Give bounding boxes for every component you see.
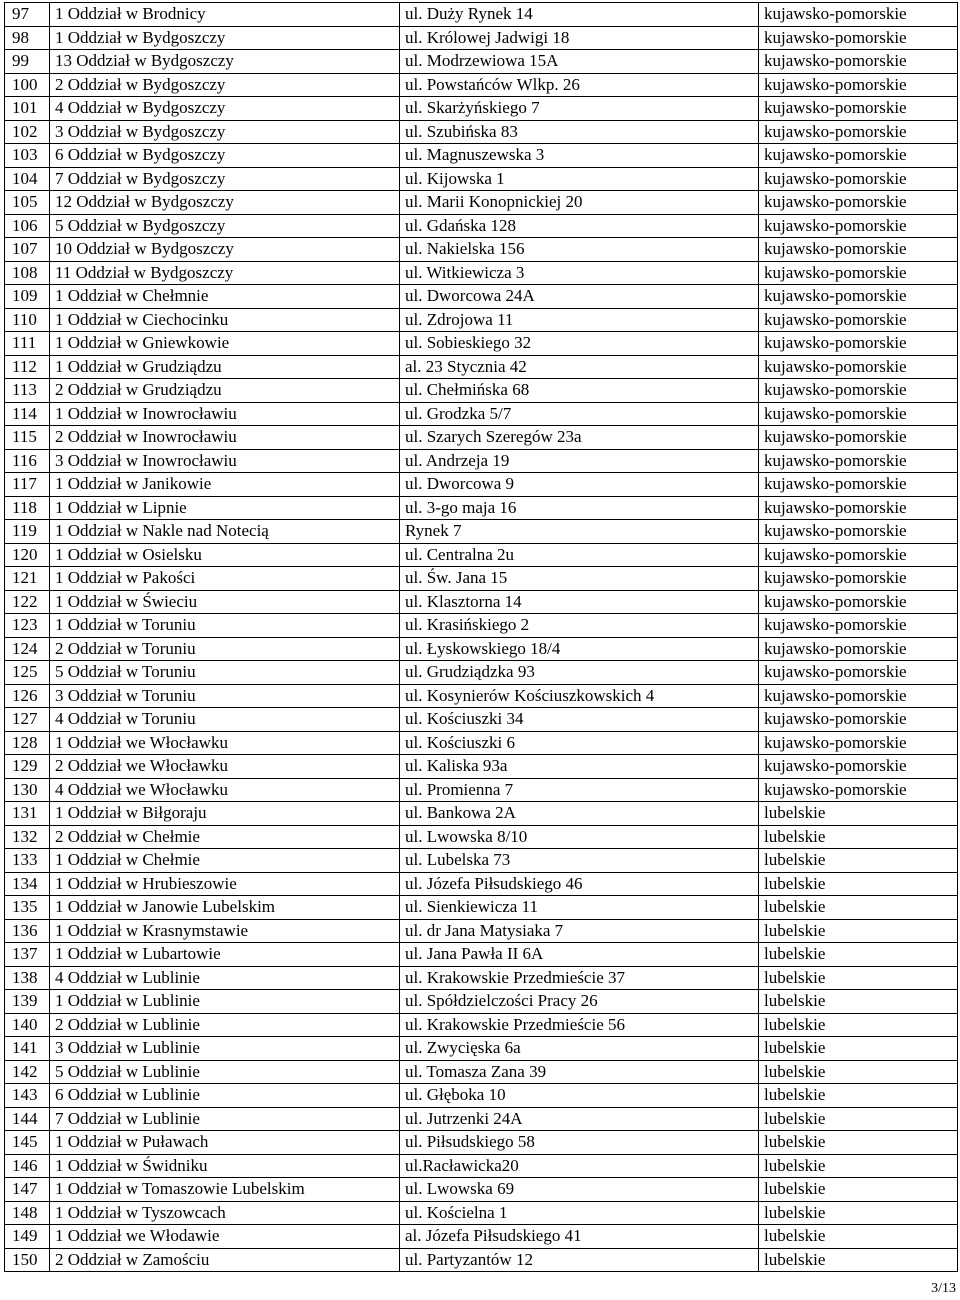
table-row	[5, 1013, 958, 1037]
row-number: 128	[5, 731, 50, 755]
branch-address: ul. Modrzewiowa 15A	[400, 50, 759, 74]
table-row	[5, 285, 958, 309]
row-number: 132	[5, 825, 50, 849]
row-number: 124	[5, 637, 50, 661]
row-number: 127	[5, 708, 50, 732]
branch-name: 1 Oddział w Ciechocinku	[50, 308, 400, 332]
branch-address: ul. Tomasza Zana 39	[400, 1060, 759, 1084]
branch-address: ul. Sienkiewicza 11	[400, 896, 759, 920]
branch-name: 4 Oddział we Włocławku	[50, 778, 400, 802]
branch-address: ul. Zwycięska 6a	[400, 1037, 759, 1061]
table-row	[5, 144, 958, 168]
branch-name: 1 Oddział w Inowrocławiu	[50, 402, 400, 426]
row-number: 136	[5, 919, 50, 943]
row-number: 119	[5, 520, 50, 544]
branch-address: ul. Kościelna 1	[400, 1201, 759, 1225]
branch-name: 1 Oddział w Gniewkowie	[50, 332, 400, 356]
branch-address: ul. Józefa Piłsudskiego 46	[400, 872, 759, 896]
branch-address: ul. Kosynierów Kościuszkowskich 4	[400, 684, 759, 708]
table-row	[5, 614, 958, 638]
branch-name: 1 Oddział w Biłgoraju	[50, 802, 400, 826]
branch-region: lubelskie	[759, 943, 958, 967]
row-number: 139	[5, 990, 50, 1014]
branch-name: 1 Oddział w Tomaszowie Lubelskim	[50, 1178, 400, 1202]
branch-address: ul. Szubińska 83	[400, 120, 759, 144]
branch-address: ul. Lwowska 69	[400, 1178, 759, 1202]
row-number: 141	[5, 1037, 50, 1061]
branch-name: 6 Oddział w Bydgoszczy	[50, 144, 400, 168]
row-number: 135	[5, 896, 50, 920]
branch-name: 5 Oddział w Lublinie	[50, 1060, 400, 1084]
row-number: 104	[5, 167, 50, 191]
row-number: 133	[5, 849, 50, 873]
branch-region: kujawsko-pomorskie	[759, 402, 958, 426]
table-row	[5, 1060, 958, 1084]
branch-name: 3 Oddział w Inowrocławiu	[50, 449, 400, 473]
branch-region: lubelskie	[759, 1107, 958, 1131]
row-number: 114	[5, 402, 50, 426]
table-row	[5, 50, 958, 74]
table-row	[5, 825, 958, 849]
branch-name: 2 Oddział w Chełmie	[50, 825, 400, 849]
table-row	[5, 1178, 958, 1202]
table-row	[5, 426, 958, 450]
branch-table-body	[5, 3, 958, 1272]
row-number: 146	[5, 1154, 50, 1178]
table-row	[5, 755, 958, 779]
table-row	[5, 473, 958, 497]
table-row	[5, 849, 958, 873]
branch-address: ul. Kijowska 1	[400, 167, 759, 191]
branch-name: 1 Oddział w Pakości	[50, 567, 400, 591]
table-row	[5, 966, 958, 990]
branch-region: kujawsko-pomorskie	[759, 285, 958, 309]
branch-name: 1 Oddział w Chełmnie	[50, 285, 400, 309]
row-number: 143	[5, 1084, 50, 1108]
branch-region: kujawsko-pomorskie	[759, 332, 958, 356]
branch-address: ul. Andrzeja 19	[400, 449, 759, 473]
branch-address: ul. Duży Rynek 14	[400, 3, 759, 27]
branch-region: kujawsko-pomorskie	[759, 473, 958, 497]
branch-address: al. Józefa Piłsudskiego 41	[400, 1225, 759, 1249]
row-number: 150	[5, 1248, 50, 1272]
branch-address: Rynek 7	[400, 520, 759, 544]
branch-name: 1 Oddział w Krasnymstawie	[50, 919, 400, 943]
branch-region: kujawsko-pomorskie	[759, 708, 958, 732]
row-number: 113	[5, 379, 50, 403]
branch-name: 1 Oddział w Lublinie	[50, 990, 400, 1014]
row-number: 109	[5, 285, 50, 309]
branch-address: ul. Krasińskiego 2	[400, 614, 759, 638]
table-row	[5, 261, 958, 285]
branch-address: ul. Kościuszki 6	[400, 731, 759, 755]
branch-name: 1 Oddział w Hrubieszowie	[50, 872, 400, 896]
branch-region: kujawsko-pomorskie	[759, 355, 958, 379]
row-number: 100	[5, 73, 50, 97]
row-number: 148	[5, 1201, 50, 1225]
branch-name: 1 Oddział w Nakle nad Notecią	[50, 520, 400, 544]
branch-address: ul. Kaliska 93a	[400, 755, 759, 779]
branch-region: kujawsko-pomorskie	[759, 543, 958, 567]
row-number: 122	[5, 590, 50, 614]
branch-region: kujawsko-pomorskie	[759, 167, 958, 191]
row-number: 118	[5, 496, 50, 520]
table-row	[5, 708, 958, 732]
branch-address: ul. dr Jana Matysiaka 7	[400, 919, 759, 943]
branch-region: kujawsko-pomorskie	[759, 614, 958, 638]
row-number: 121	[5, 567, 50, 591]
table-row	[5, 238, 958, 262]
table-row	[5, 214, 958, 238]
table-row	[5, 872, 958, 896]
branch-address: ul. Chełmińska 68	[400, 379, 759, 403]
branch-name: 6 Oddział w Lublinie	[50, 1084, 400, 1108]
branch-address: ul. Marii Konopnickiej 20	[400, 191, 759, 215]
row-number: 125	[5, 661, 50, 685]
branch-region: kujawsko-pomorskie	[759, 97, 958, 121]
row-number: 111	[5, 332, 50, 356]
branch-region: kujawsko-pomorskie	[759, 144, 958, 168]
table-row	[5, 684, 958, 708]
table-row	[5, 543, 958, 567]
branch-region: kujawsko-pomorskie	[759, 778, 958, 802]
branch-region: kujawsko-pomorskie	[759, 308, 958, 332]
branch-region: kujawsko-pomorskie	[759, 120, 958, 144]
table-row	[5, 496, 958, 520]
branch-name: 13 Oddział w Bydgoszczy	[50, 50, 400, 74]
table-row	[5, 802, 958, 826]
table-row	[5, 26, 958, 50]
branch-region: lubelskie	[759, 896, 958, 920]
row-number: 145	[5, 1131, 50, 1155]
branch-name: 2 Oddział w Inowrocławiu	[50, 426, 400, 450]
branch-name: 4 Oddział w Bydgoszczy	[50, 97, 400, 121]
row-number: 126	[5, 684, 50, 708]
row-number: 144	[5, 1107, 50, 1131]
branch-region: lubelskie	[759, 1037, 958, 1061]
table-row	[5, 1131, 958, 1155]
branch-address: ul. Św. Jana 15	[400, 567, 759, 591]
branch-region: kujawsko-pomorskie	[759, 755, 958, 779]
table-row	[5, 990, 958, 1014]
branch-name: 1 Oddział w Lubartowie	[50, 943, 400, 967]
branch-address: ul. Gdańska 128	[400, 214, 759, 238]
branch-address: ul. Promienna 7	[400, 778, 759, 802]
table-row	[5, 661, 958, 685]
branch-region: kujawsko-pomorskie	[759, 496, 958, 520]
row-number: 147	[5, 1178, 50, 1202]
branch-region: lubelskie	[759, 1084, 958, 1108]
row-number: 112	[5, 355, 50, 379]
branch-address: ul. Skarżyńskiego 7	[400, 97, 759, 121]
table-row	[5, 1154, 958, 1178]
branch-name: 1 Oddział w Świeciu	[50, 590, 400, 614]
row-number: 117	[5, 473, 50, 497]
branch-name: 10 Oddział w Bydgoszczy	[50, 238, 400, 262]
table-row	[5, 120, 958, 144]
branch-address: ul. Dworcowa 24A	[400, 285, 759, 309]
table-row	[5, 73, 958, 97]
branch-address: ul. Lwowska 8/10	[400, 825, 759, 849]
table-row	[5, 567, 958, 591]
branch-region: lubelskie	[759, 919, 958, 943]
row-number: 115	[5, 426, 50, 450]
branch-name: 2 Oddział w Zamościu	[50, 1248, 400, 1272]
branch-region: kujawsko-pomorskie	[759, 214, 958, 238]
branch-address: ul. Centralna 2u	[400, 543, 759, 567]
branch-region: lubelskie	[759, 1154, 958, 1178]
table-row	[5, 637, 958, 661]
branch-address: ul.Racławicka20	[400, 1154, 759, 1178]
branch-name: 3 Oddział w Bydgoszczy	[50, 120, 400, 144]
row-number: 129	[5, 755, 50, 779]
branch-name: 1 Oddział w Janowie Lubelskim	[50, 896, 400, 920]
branch-region: kujawsko-pomorskie	[759, 50, 958, 74]
branch-address: ul. Klasztorna 14	[400, 590, 759, 614]
row-number: 108	[5, 261, 50, 285]
row-number: 102	[5, 120, 50, 144]
branch-region: lubelskie	[759, 990, 958, 1014]
row-number: 98	[5, 26, 50, 50]
branch-region: lubelskie	[759, 1248, 958, 1272]
table-row	[5, 943, 958, 967]
branch-address: ul. Grudziądzka 93	[400, 661, 759, 685]
branch-name: 12 Oddział w Bydgoszczy	[50, 191, 400, 215]
branch-name: 1 Oddział w Toruniu	[50, 614, 400, 638]
branch-address: ul. Grodzka 5/7	[400, 402, 759, 426]
branch-region: lubelskie	[759, 849, 958, 873]
table-row	[5, 520, 958, 544]
branch-region: lubelskie	[759, 966, 958, 990]
branch-name: 5 Oddział w Toruniu	[50, 661, 400, 685]
branch-address: ul. Zdrojowa 11	[400, 308, 759, 332]
branch-region: lubelskie	[759, 1013, 958, 1037]
branch-name: 1 Oddział we Włocławku	[50, 731, 400, 755]
branch-region: kujawsko-pomorskie	[759, 73, 958, 97]
row-number: 101	[5, 97, 50, 121]
branch-name: 1 Oddział w Grudziądzu	[50, 355, 400, 379]
branch-name: 2 Oddział w Toruniu	[50, 637, 400, 661]
table-row	[5, 590, 958, 614]
row-number: 105	[5, 191, 50, 215]
branch-region: kujawsko-pomorskie	[759, 238, 958, 262]
branch-name: 1 Oddział w Bydgoszczy	[50, 26, 400, 50]
branch-region: kujawsko-pomorskie	[759, 731, 958, 755]
branch-name: 1 Oddział w Świdniku	[50, 1154, 400, 1178]
branch-address: ul. Spółdzielczości Pracy 26	[400, 990, 759, 1014]
table-row	[5, 1201, 958, 1225]
branch-region: kujawsko-pomorskie	[759, 590, 958, 614]
branch-address: ul. Jutrzenki 24A	[400, 1107, 759, 1131]
branch-address: ul. Łyskowskiego 18/4	[400, 637, 759, 661]
table-row	[5, 355, 958, 379]
branch-address: ul. Piłsudskiego 58	[400, 1131, 759, 1155]
branch-address: ul. Lubelska 73	[400, 849, 759, 873]
table-row	[5, 1248, 958, 1272]
row-number: 149	[5, 1225, 50, 1249]
row-number: 103	[5, 144, 50, 168]
branch-region: lubelskie	[759, 1131, 958, 1155]
branch-region: kujawsko-pomorskie	[759, 426, 958, 450]
branch-address: ul. Partyzantów 12	[400, 1248, 759, 1272]
branch-address: ul. Jana Pawła II 6A	[400, 943, 759, 967]
table-row	[5, 332, 958, 356]
table-row	[5, 1225, 958, 1249]
branch-region: kujawsko-pomorskie	[759, 3, 958, 27]
row-number: 110	[5, 308, 50, 332]
table-row	[5, 308, 958, 332]
row-number: 138	[5, 966, 50, 990]
table-row	[5, 1107, 958, 1131]
branch-name: 1 Oddział w Brodnicy	[50, 3, 400, 27]
row-number: 97	[5, 3, 50, 27]
table-row	[5, 191, 958, 215]
table-row	[5, 919, 958, 943]
branch-region: kujawsko-pomorskie	[759, 567, 958, 591]
table-row	[5, 1037, 958, 1061]
row-number: 116	[5, 449, 50, 473]
table-row	[5, 1084, 958, 1108]
row-number: 131	[5, 802, 50, 826]
table-row	[5, 97, 958, 121]
row-number: 99	[5, 50, 50, 74]
row-number: 106	[5, 214, 50, 238]
branch-name: 5 Oddział w Bydgoszczy	[50, 214, 400, 238]
table-row	[5, 402, 958, 426]
row-number: 134	[5, 872, 50, 896]
table-row	[5, 778, 958, 802]
branch-name: 4 Oddział w Toruniu	[50, 708, 400, 732]
branch-region: kujawsko-pomorskie	[759, 261, 958, 285]
row-number: 107	[5, 238, 50, 262]
branch-address: ul. Szarych Szeregów 23a	[400, 426, 759, 450]
branch-name: 3 Oddział w Toruniu	[50, 684, 400, 708]
branch-region: kujawsko-pomorskie	[759, 684, 958, 708]
branch-table	[4, 2, 958, 1272]
branch-name: 1 Oddział w Puławach	[50, 1131, 400, 1155]
branch-name: 1 Oddział we Włodawie	[50, 1225, 400, 1249]
table-row	[5, 3, 958, 27]
branch-region: lubelskie	[759, 872, 958, 896]
branch-address: ul. Kościuszki 34	[400, 708, 759, 732]
table-row	[5, 167, 958, 191]
branch-address: ul. 3-go maja 16	[400, 496, 759, 520]
branch-name: 3 Oddział w Lublinie	[50, 1037, 400, 1061]
branch-address: ul. Bankowa 2A	[400, 802, 759, 826]
row-number: 120	[5, 543, 50, 567]
branch-address: ul. Krakowskie Przedmieście 37	[400, 966, 759, 990]
branch-address: al. 23 Stycznia 42	[400, 355, 759, 379]
branch-address: ul. Witkiewicza 3	[400, 261, 759, 285]
row-number: 130	[5, 778, 50, 802]
branch-address: ul. Powstańców Wlkp. 26	[400, 73, 759, 97]
branch-region: kujawsko-pomorskie	[759, 379, 958, 403]
branch-region: kujawsko-pomorskie	[759, 191, 958, 215]
branch-name: 1 Oddział w Osielsku	[50, 543, 400, 567]
branch-region: lubelskie	[759, 802, 958, 826]
branch-name: 1 Oddział w Chełmie	[50, 849, 400, 873]
branch-region: kujawsko-pomorskie	[759, 520, 958, 544]
branch-region: lubelskie	[759, 825, 958, 849]
branch-region: lubelskie	[759, 1201, 958, 1225]
branch-name: 2 Oddział w Grudziądzu	[50, 379, 400, 403]
branch-region: kujawsko-pomorskie	[759, 637, 958, 661]
branch-region: lubelskie	[759, 1225, 958, 1249]
branch-region: kujawsko-pomorskie	[759, 26, 958, 50]
row-number: 142	[5, 1060, 50, 1084]
branch-name: 2 Oddział w Lublinie	[50, 1013, 400, 1037]
branch-region: kujawsko-pomorskie	[759, 449, 958, 473]
branch-address: ul. Nakielska 156	[400, 238, 759, 262]
branch-address: ul. Głęboka 10	[400, 1084, 759, 1108]
branch-address: ul. Sobieskiego 32	[400, 332, 759, 356]
branch-name: 7 Oddział w Bydgoszczy	[50, 167, 400, 191]
branch-address: ul. Krakowskie Przedmieście 56	[400, 1013, 759, 1037]
branch-region: lubelskie	[759, 1178, 958, 1202]
branch-name: 11 Oddział w Bydgoszczy	[50, 261, 400, 285]
branch-name: 1 Oddział w Tyszowcach	[50, 1201, 400, 1225]
table-row	[5, 731, 958, 755]
branch-region: lubelskie	[759, 1060, 958, 1084]
branch-address: ul. Królowej Jadwigi 18	[400, 26, 759, 50]
branch-name: 1 Oddział w Janikowie	[50, 473, 400, 497]
branch-name: 2 Oddział we Włocławku	[50, 755, 400, 779]
branch-name: 1 Oddział w Lipnie	[50, 496, 400, 520]
row-number: 140	[5, 1013, 50, 1037]
branch-name: 2 Oddział w Bydgoszczy	[50, 73, 400, 97]
table-row	[5, 449, 958, 473]
branch-address: ul. Magnuszewska 3	[400, 144, 759, 168]
branch-region: kujawsko-pomorskie	[759, 661, 958, 685]
row-number: 123	[5, 614, 50, 638]
branch-address: ul. Dworcowa 9	[400, 473, 759, 497]
page-number: 3/13	[931, 1281, 956, 1296]
branch-name: 4 Oddział w Lublinie	[50, 966, 400, 990]
table-row	[5, 379, 958, 403]
branch-name: 7 Oddział w Lublinie	[50, 1107, 400, 1131]
row-number: 137	[5, 943, 50, 967]
table-row	[5, 896, 958, 920]
